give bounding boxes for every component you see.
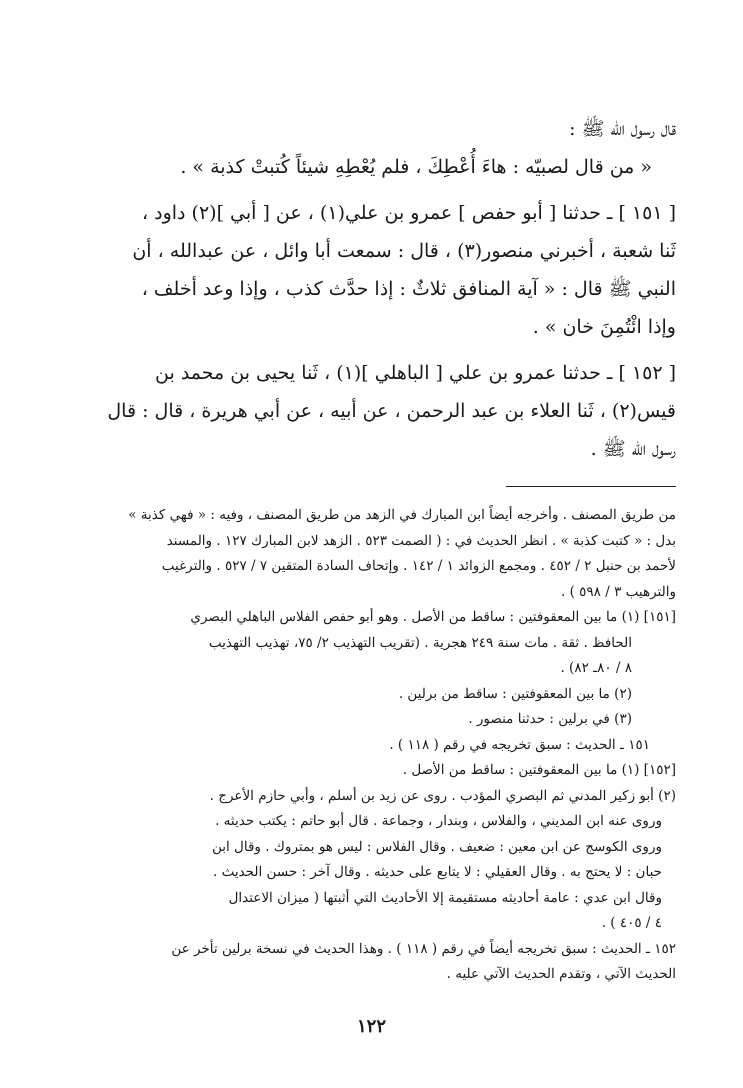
main-text	[76, 110, 676, 468]
footnote-line: والترهيب ٣ / ٥٩٨ ) .	[561, 583, 676, 600]
hadith-quote: « من قال لصبيّه : هاءَ أُعْطِكَ ، فلم يُعْطِهِ شيئاً كُتبتْ كذبة » .	[180, 156, 652, 178]
footnotes	[76, 503, 676, 988]
footnote-line: وروى الكوسج عن ابن معين : ضعيف . وقال الفلاس : ليس هو بمتروك . وقال ابن	[211, 838, 662, 855]
intro-line: قال رسول الله ﷺ :	[569, 118, 676, 140]
hadith-151-line: النبي ﷺ قال : « آية المنافق ثلاثٌ : إذا حدَّث كذب ، وإذا وعد أخلف ،	[141, 278, 676, 300]
footnote-line: (٢) ما بين المعقوفتين : ساقط من برلين .	[398, 685, 632, 702]
hadith-152-line: قيس(٢) ، ثَنا العلاء بن عبد الرحمن ، عن أبيه ، عن أبي هريرة ، قال : قال	[107, 400, 676, 422]
hadith-152-line: [ ١٥٢ ] ـ حدثنا عمرو بن علي [ الباهلي ](١) ، ثَنا يحيى بن محمد بن	[155, 362, 676, 384]
footnote-line: (٣) في برلين : حدثنا منصور .	[468, 711, 632, 727]
hadith-151-line: وإذا ائْتُمِنَ خان » .	[532, 316, 676, 338]
footnote-line: [١٥٢] (١) ما بين المعقوفتين : ساقط من الأصل .	[402, 762, 676, 778]
footnote-line: الحديث الآتي ، وتقدم الحديث الآتي عليه .	[446, 966, 676, 982]
footnote-line: حبان : لا يحتج به . وقال العقيلي : لا يتابع على حديثه . وقال آخر : حسن الحديث .	[213, 864, 662, 880]
footnote-line: لأحمد بن حنبل ٢ / ٤٥٢ . ومجمع الزوائد ١ / ١٤٢ . وإتحاف السادة المتقين ٧ / ٥٢٧ . والترغيب	[161, 558, 676, 574]
footnote-line: ١٥٢ ـ الحديث : سبق تخريجه أيضاً في رقم ( ١١٨ ) . وهذا الحديث في نسخة برلين تأخر عن	[171, 940, 676, 957]
footnote-line: الحافظ . ثقة . مات سنة ٢٤٩ هجرية . (تقريب التهذيب ٢/ ٧٥، تهذيب التهذيب	[208, 634, 632, 651]
footnote-line: [١٥١] (١) ما بين المعقوفتين : ساقط من الأصل . وهو أبو حفص الفلاس الباهلي البصري	[190, 609, 676, 625]
hadith-151-line: ثَنا شعبة ، أخبرني منصور(٣) ، قال : سمعت أبا وائل ، عن عبدالله ، أن	[132, 240, 676, 262]
footnote-line: من طريق المصنف . وأخرجه أيضاً ابن المبارك في الزهد من طريق المصنف ، وفيه : « فهي كذبة »	[128, 507, 676, 523]
footnote-line: وقال ابن عدي : عامة أحاديثه مستقيمة إلا الأحاديث التي أثبتها ( ميزان الاعتدال	[228, 889, 662, 906]
hadith-152	[76, 354, 676, 468]
footnote-line: ٤ / ٤٠٥ ) .	[601, 915, 662, 931]
footnote-line: وروى عنه ابن المديني ، والفلاس ، وبندار ، وجماعة . قال أبو حاتم : يكتب حديثه .	[215, 813, 662, 829]
hadith-151	[76, 194, 676, 346]
footnote-line: ١٥١ ـ الحديث : سبق تخريجه في رقم ( ١١٨ ) .	[389, 736, 650, 753]
hadith-151-line: [ ١٥١ ] ـ حدثنا [ أبو حفص ] عمرو بن علي(١) ، عن [ أبي ](٢) داود ،	[141, 202, 676, 224]
footnote-line: ٨ / ٨٠ـ ٨٢) .	[560, 660, 632, 676]
hadith-152-line: رسول الله ﷺ .	[590, 438, 676, 460]
page-number: ١٢٢	[356, 1016, 386, 1037]
page-body	[76, 110, 676, 988]
footnote-divider	[506, 486, 676, 487]
footnote-line: بدل : « كتبت كذبة » . انظر الحديث في : ( الصمت ٥٢٣ . الزهد لابن المبارك ١٢٧ . والمسند	[166, 532, 676, 549]
footnote-line: (٢) أبو زكير المدني ثم البصري المؤدب . روى عن زيد بن أسلم ، وأبي حازم الأعرج .	[209, 787, 676, 804]
